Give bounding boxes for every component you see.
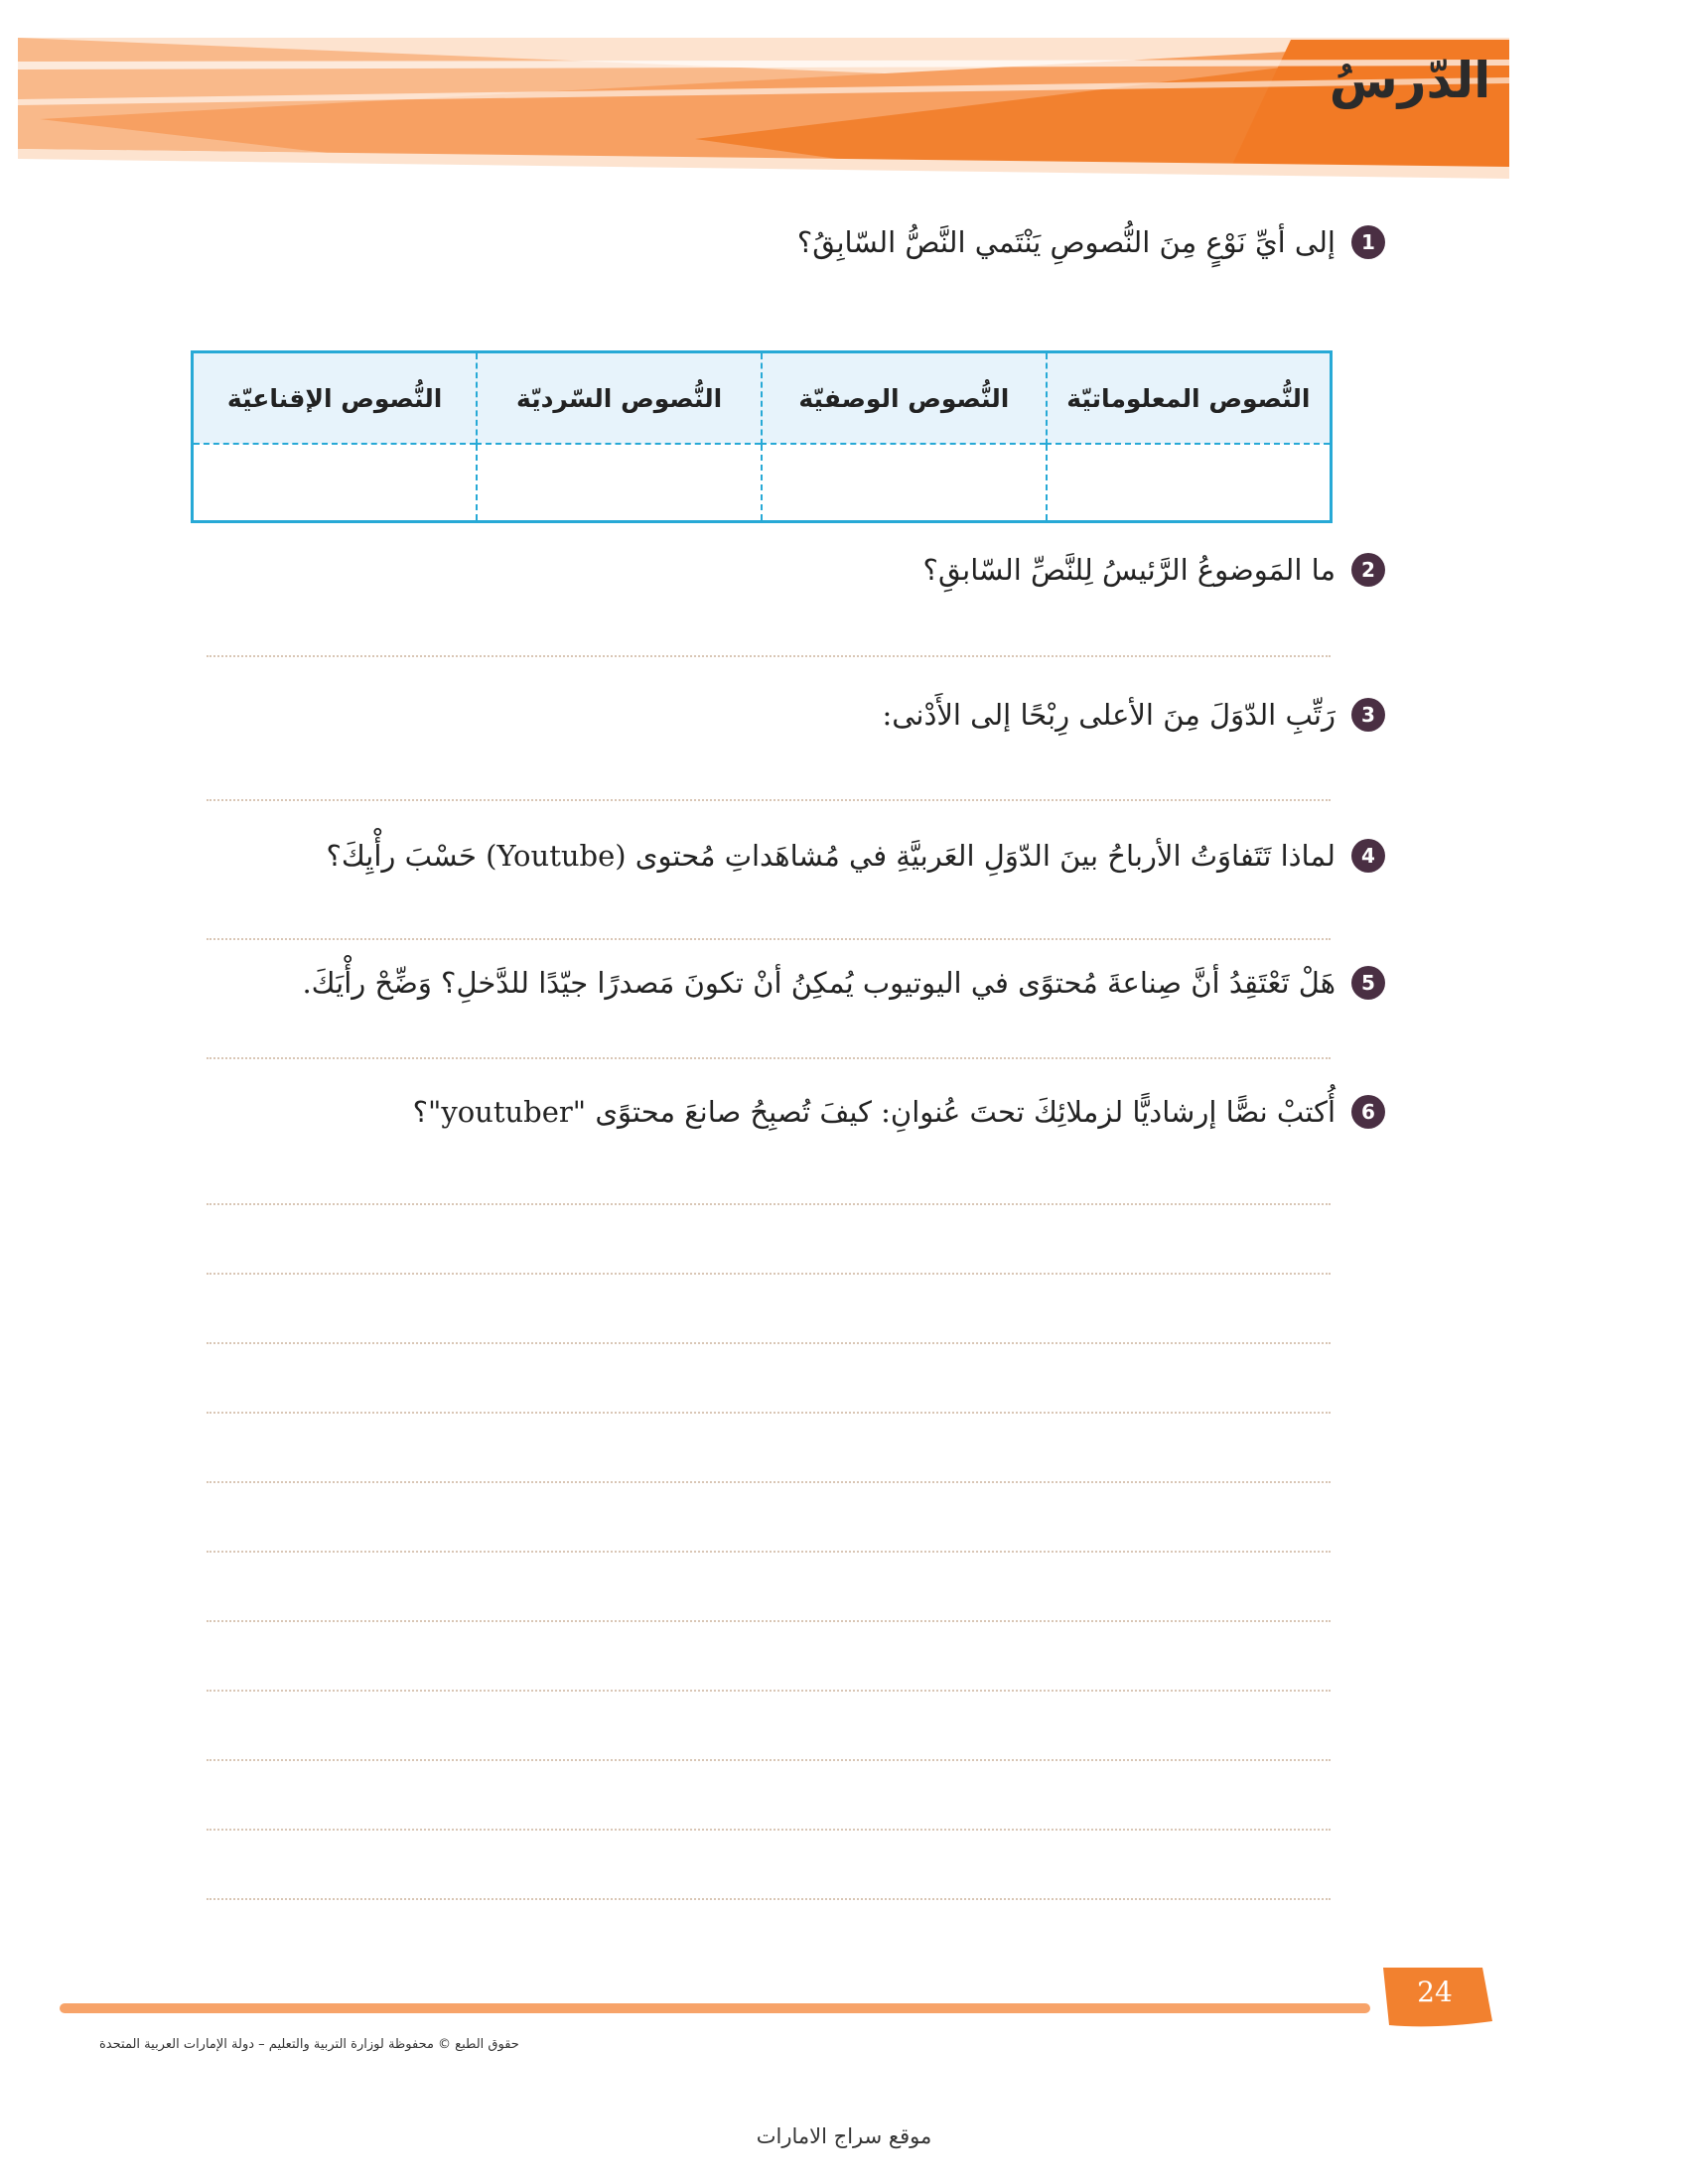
answer-line[interactable] bbox=[207, 938, 1331, 940]
question-number-badge: 6 bbox=[1351, 1095, 1385, 1129]
question-text: رَتِّبِ الدّوَلَ مِنَ الأعلى رِبْحًا إلى الأَدْنى: bbox=[882, 698, 1336, 732]
question-3 bbox=[882, 698, 1385, 732]
answer-line[interactable] bbox=[207, 1273, 1331, 1275]
answer-cell-narrative[interactable] bbox=[477, 444, 762, 522]
answer-line[interactable] bbox=[207, 1690, 1331, 1692]
question-4 bbox=[326, 839, 1385, 873]
question-number-badge: 4 bbox=[1351, 839, 1385, 873]
question-number-badge: 2 bbox=[1351, 553, 1385, 587]
question-text: أُكتبْ نصًّا إرشاديًّا لزملائِكَ تحتَ عُنوانِ: كيفَ تُصبِحُ صانعَ محتوًى "youtuber"؟ bbox=[412, 1095, 1336, 1129]
answer-line[interactable] bbox=[207, 1759, 1331, 1761]
question-text: لماذا تَتَفاوَتُ الأرباحُ بينَ الدّوَلِ العَربيَّةِ في مُشاهَداتِ مُحتوى (Youtube) حَسْبَ رأْيِكَ؟ bbox=[326, 839, 1336, 873]
answer-line[interactable] bbox=[207, 1057, 1331, 1059]
question-number-badge: 3 bbox=[1351, 698, 1385, 732]
question-5 bbox=[302, 966, 1385, 1000]
page-number: 24 bbox=[1417, 1976, 1453, 2008]
answer-cell-informational[interactable] bbox=[1047, 444, 1332, 522]
answer-line[interactable] bbox=[207, 655, 1331, 657]
question-text: هَلْ تَعْتَقِدُ أنَّ صِناعةَ مُحتوًى في اليوتيوب يُمكِنُ أنْ تكونَ مَصدرًا جيّدًا للدَّخلِ؟ وَضِّحْ رأْيَكَ. bbox=[302, 966, 1336, 1000]
site-label: موقع سراج الامارات bbox=[756, 2124, 932, 2148]
question-2 bbox=[923, 553, 1385, 587]
text-types-table bbox=[191, 350, 1333, 523]
question-text: إلى أيِّ نَوْعٍ مِنَ النُّصوصِ يَنْتَمي النَّصُّ السّابِقُ؟ bbox=[796, 225, 1336, 259]
table-header-persuasive: النُّصوص الإقناعيّة bbox=[193, 352, 478, 445]
answer-line[interactable] bbox=[207, 1342, 1331, 1344]
table-header-informational: النُّصوص المعلوماتيّة bbox=[1047, 352, 1332, 445]
answer-line[interactable] bbox=[207, 1481, 1331, 1483]
answer-cell-descriptive[interactable] bbox=[762, 444, 1047, 522]
question-number-badge: 1 bbox=[1351, 225, 1385, 259]
question-text: ما المَوضوعُ الرَّئيسُ لِلنَّصِّ السّابقِ؟ bbox=[922, 553, 1336, 587]
lesson-title: الدّرسُ bbox=[1329, 52, 1491, 109]
answer-line[interactable] bbox=[207, 1829, 1331, 1831]
question-number-badge: 5 bbox=[1351, 966, 1385, 1000]
question-6 bbox=[413, 1095, 1385, 1129]
answer-cell-persuasive[interactable] bbox=[193, 444, 478, 522]
footer-bar bbox=[60, 2003, 1370, 2013]
table-header-descriptive: النُّصوص الوصفيّة bbox=[762, 352, 1047, 445]
answer-line[interactable] bbox=[207, 1203, 1331, 1205]
table-header-narrative: النُّصوص السّرديّة bbox=[477, 352, 762, 445]
answer-line[interactable] bbox=[207, 1898, 1331, 1900]
answer-line[interactable] bbox=[207, 1551, 1331, 1553]
copyright-note: حقوق الطبع © محفوظة لوزارة التربية والتعليم – دولة الإمارات العربية المتحدة bbox=[99, 2037, 519, 2052]
answer-line[interactable] bbox=[207, 799, 1331, 801]
question-1 bbox=[797, 225, 1385, 259]
answer-line[interactable] bbox=[207, 1412, 1331, 1414]
answer-line[interactable] bbox=[207, 1620, 1331, 1622]
